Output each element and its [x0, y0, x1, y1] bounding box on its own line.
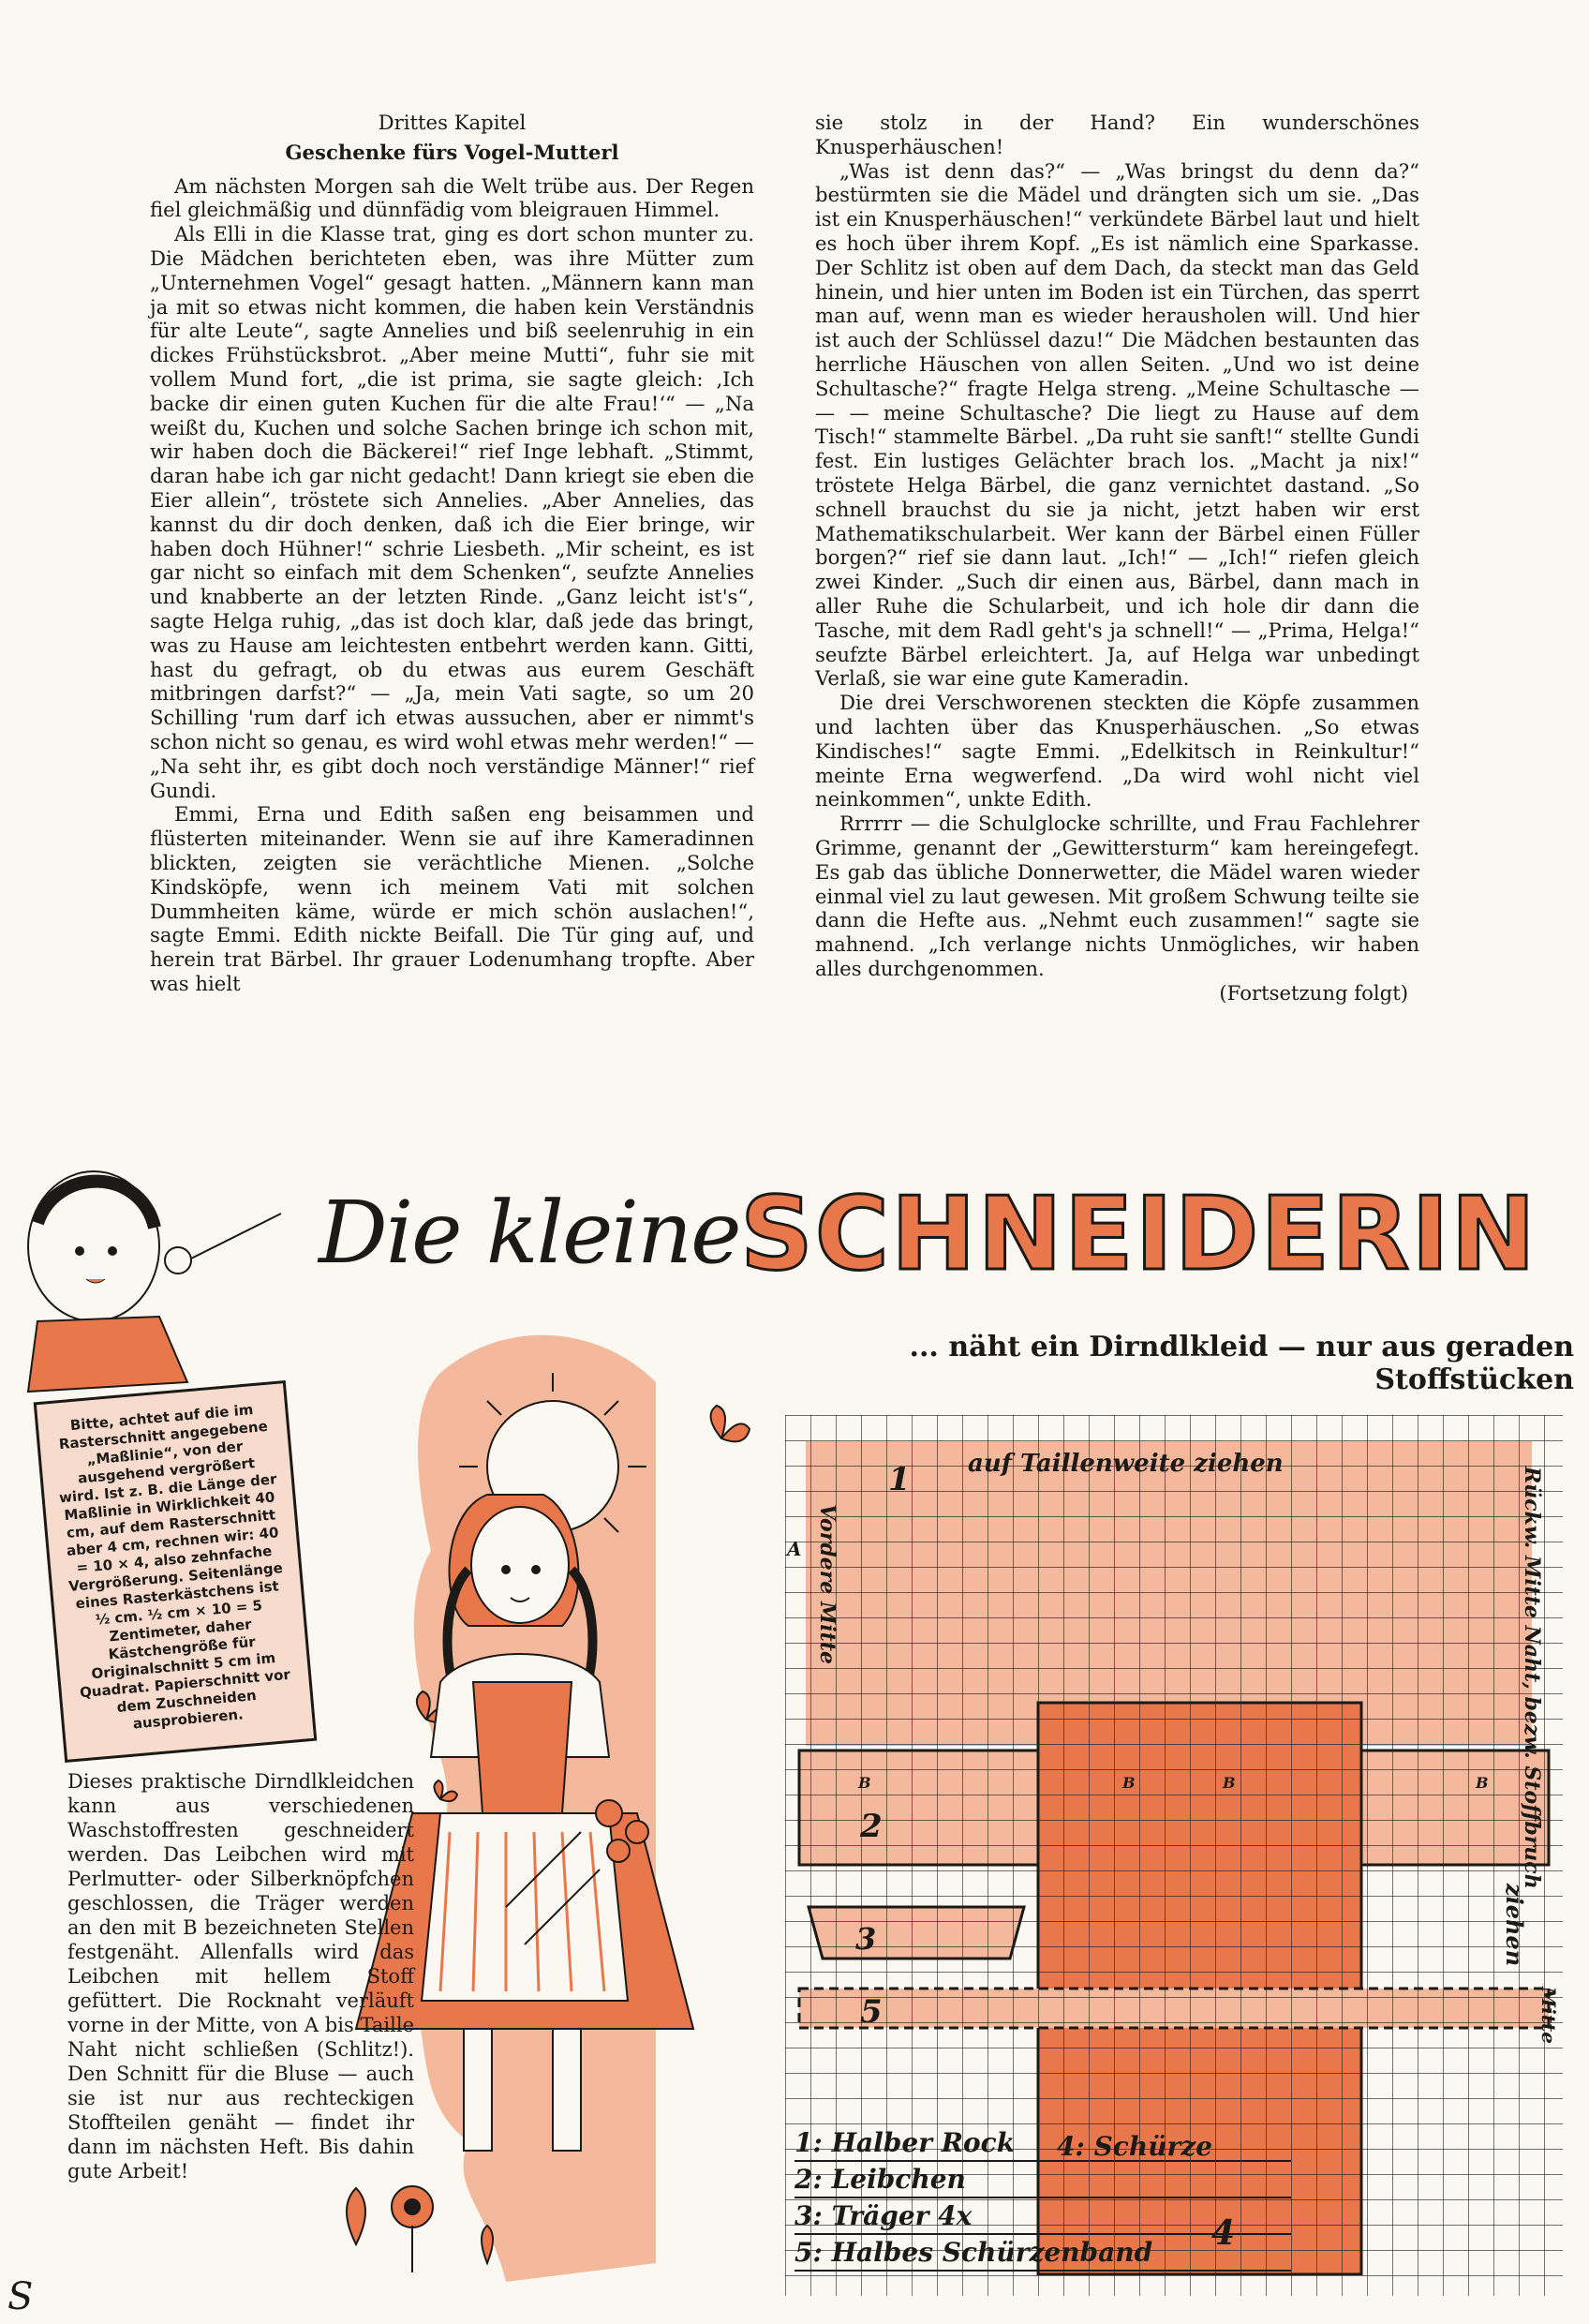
story-paragraph: Am nächsten Morgen sah die Welt trübe aus. Der Regen fiel gleichmäßig und dünnfädig vom bleigrauen Himmel. — [150, 173, 754, 222]
legend-extra: 4: Schürze — [1057, 2131, 1213, 2162]
chapter-label: Drittes Kapitel — [378, 111, 527, 134]
story-paragraph: Rrrrrr — die Schulglocke schrillte, und Frau Fachlehrer Grimme, genannt der „Gewittersturm“ kam hereingefegt. Es gab das übliche Donnerwetter, die Mädel waren wieder einmal viel zu laut gewesen. Mit großem Schwung teilte sie dann die Hefte aus. „Nehmt euch zusammen!“ sagte sie mahnend. „Ich verlange nichts Unmögliches, wir haben alles durchgenommen. — [815, 812, 1419, 980]
label-a: A — [787, 1538, 802, 1560]
pattern-legend — [794, 2125, 1291, 2272]
story-paragraph: Die drei Verschworenen steckten die Köpfe zusammen und lachten über das Knusperhäuschen. „So etwas Kindisches!“ sagte Emmi. „Edelkitsch in Reinkultur!“ meinte Erna wegwerfend. „Da wird wohl nicht viel neinkommen“, unkte Edith. — [815, 691, 1419, 812]
story-column-right — [815, 111, 1419, 1005]
piece-number: 1 — [888, 1461, 911, 1498]
label-waist: auf Taillenweite ziehen — [968, 1450, 1284, 1478]
label-back: Rückw. Mitte Naht, bezw. Stoffbruch — [1520, 1467, 1544, 1889]
story-paragraph: „Was ist denn das?“ — „Was bringst du denn da?“ bestürmten sie die Mädel und drängten sich um sie. „Das ist ein Knusperhäuschen!“ verkündete Bärbel laut und hielt es hoch über ihrem Kopf. „Es ist nämlich eine Sparkasse. Der Schlitz ist oben auf dem Dach, da steckt man das Geld hinein, und hier unten im Boden ist ein Türchen, das sperrt man auf, wenn man es wieder herausholen will. Und hier ist auch der Schlüssel dazu!“ Die Mädchen bestaunten das herrliche Häuschen von allen Seiten. „Und wo ist deine Schultasche?“ fragte Helga streng. „Meine Schultasche — — — meine Schultasche? Die liegt zu Hause auf dem Tisch!“ stammelte Bärbel. „Da ruht sie sanft!“ stellte Gundi fest. Ein lustiges Gelächter brach los. „Macht ja nix!“ tröstete Helga Bärbel, die ganz vernichtet dastand. „So schnell brauchst du sie ja nicht, jetzt haben wir erst Mathematikschularbeit. Wer kann der Bärbel einen Füller borgen?“ rief sie dann laut. „Ich!“ — „Ich!“ riefen gleich zwei Kinder. „Such dir einen aus, Bärbel, dann mach in aller Ruhe die Schularbeit, und ich hole dir dann die Tasche, mit dem Radl geht's ja schnell!“ — „Prima, Helga!“ seufzte Bärbel erleichtert. Ja, auf Helga war unbedingt Verlaß, sie war eine gute Kameradin. — [815, 158, 1419, 691]
feature-intro: Dieses praktische Dirndlkleidchen kann aus verschiedenen Waschstoffresten geschneidert werden. Das Leibchen wird mit Perlmutter- oder Silberknöpfchen geschlossen, die Träger werden an den mit B bezeichneten Stellen festgenäht. Allenfalls wird das Leibchen mit hellem Stoff gefüttert. Die Rocknaht verläuft vorne in der Mitte, von A bis Taille Naht nicht schließen (Schlitz!). Den Schnitt für die Bluse — auch sie ist nur aus rechteckigen Stoffteilen genäht — findet ihr dann im nächsten Heft. Bis dahin gute Arbeit! — [67, 1770, 414, 2182]
legend-item: 2: Leibchen — [794, 2162, 1291, 2198]
story-paragraph: Emmi, Erna und Edith saßen eng beisammen und flüsterten miteinander. Wenn sie auf ihre Kameradinnen blickten, zeigten sie verächtliche Mienen. „Solche Kindsköpfe, wenn ich meinem Vati mit solchen Dummheiten käme, würde er mich schön auslachen!“, sagte Emmi. Edith nickte Beifall. Die Tür ging auf, und herein trat Bärbel. Ihr grauer Lodenumhang tropfte. Aber was hielt — [150, 802, 754, 995]
label-mitte: Mitte — [1537, 1987, 1560, 2044]
feature-subtitle: ... näht ein Dirndlkleid — nur aus geraden Stoffstücken — [909, 1331, 1574, 1396]
headline-schneiderin: SCHNEIDERIN — [740, 1176, 1537, 1293]
piece-number: 5 — [860, 1993, 883, 2031]
label-b: B — [858, 1774, 871, 1792]
piece-number: 2 — [860, 1808, 883, 1845]
legend-item: 3: Träger 4x — [794, 2198, 1291, 2235]
continued-note: (Fortsetzung folgt) — [1219, 980, 1408, 1005]
label-gather: ziehen — [1501, 1884, 1528, 1967]
label-b: B — [1122, 1774, 1136, 1792]
story-paragraph: Als Elli in die Klasse trat, ging es dort schon munter zu. Die Mädchen berichteten eben, was ihre Mütter zum „Unternehmen Vogel“ gesagt hatten. „Männern kann man ja mit so etwas nicht kommen, die haben kein Verständnis für alte Leute“, sagte Annelies und biß seelenruhig in ein dickes Frühstücksbrot. „Aber meine Mutti“, fuhr sie mit vollem Mund fort, „die ist prima, sie sagte gleich: ‚Ich backe dir einen guten Kuchen für die alte Frau!‘“ — „Na weißt du, Kuchen und solche Sachen bringe ich schon mit, wir haben doch die Bäckerei!“ rief Inge lebhaft. „Stimmt, daran habe ich gar nicht gedacht! Dann kriegt sie eben die Eier allein“, tröstete sich Annelies. „Aber Annelies, das kannst du dir doch denken, daß ich die Eier bringe, wir haben doch Hühner!“ schrie Liesbeth. „Mir scheint, es ist gar nicht so einfach mit dem Schenken“, seufzte Annelies und knabberte an der letzten Rinde. „Ganz leicht ist's“, sagte Helga ruhig, „das ist doch klar, daß jede das bringt, was zu Hause am leichtesten entbehrt werden kann. Gitti, hast du gefragt, ob du etwas aus eurem Geschäft mitbringen darfst?“ — „Ja, mein Vati sagte, so um 20 Schilling 'rum darf ich etwas aussuchen, aber er nimmt's schon nicht so genau, es wird wohl etwas mehr werden!“ — „Na seht ihr, es gibt doch noch verständige Männer!“ rief Gundi. — [150, 222, 754, 802]
piece-number: 4 — [1211, 2213, 1236, 2253]
small-girl-illustration — [28, 1171, 281, 1392]
story-paragraph: sie stolz in der Hand? Ein wunderschönes Knusperhäuschen! — [815, 111, 1419, 158]
label-b: B — [1476, 1774, 1489, 1792]
page-mark: S — [7, 2275, 34, 2318]
scaling-notice-card: Bitte, achtet auf die im Rasterschnitt angegebene „Maßlinie“, von der ausgehend vergrößert wird. Ist z. B. die Länge der Maßlinie in Wirklichkeit 40 cm, auf dem Rasterschnitt aber 4 cm, rechnen wir: 40 = 10 × 4, also zehnfache Vergrößerung. Seitenlänge eines Rasterkästchens ist ½ cm. ½ cm × 10 = 5 Zentimeter, daher Kästchengröße für Originalschnitt 5 cm im Quadrat. Papierschnitt vor dem Zuschneiden ausprobieren. — [34, 1380, 318, 1763]
legend-item: 1: Halber Rock — [794, 2125, 1291, 2162]
label-b: B — [1223, 1774, 1236, 1792]
headline-script: Die kleine — [319, 1183, 740, 1283]
chapter-title: Geschenke fürs Vogel-Mutterl — [285, 140, 619, 164]
story-column-left — [150, 111, 754, 996]
legend-item: 5: Halbes Schürzenband — [794, 2235, 1291, 2272]
ground-flowers — [347, 2186, 493, 2272]
label-front: Vordere Mitte — [815, 1504, 839, 1664]
piece-number: 3 — [855, 1921, 877, 1957]
